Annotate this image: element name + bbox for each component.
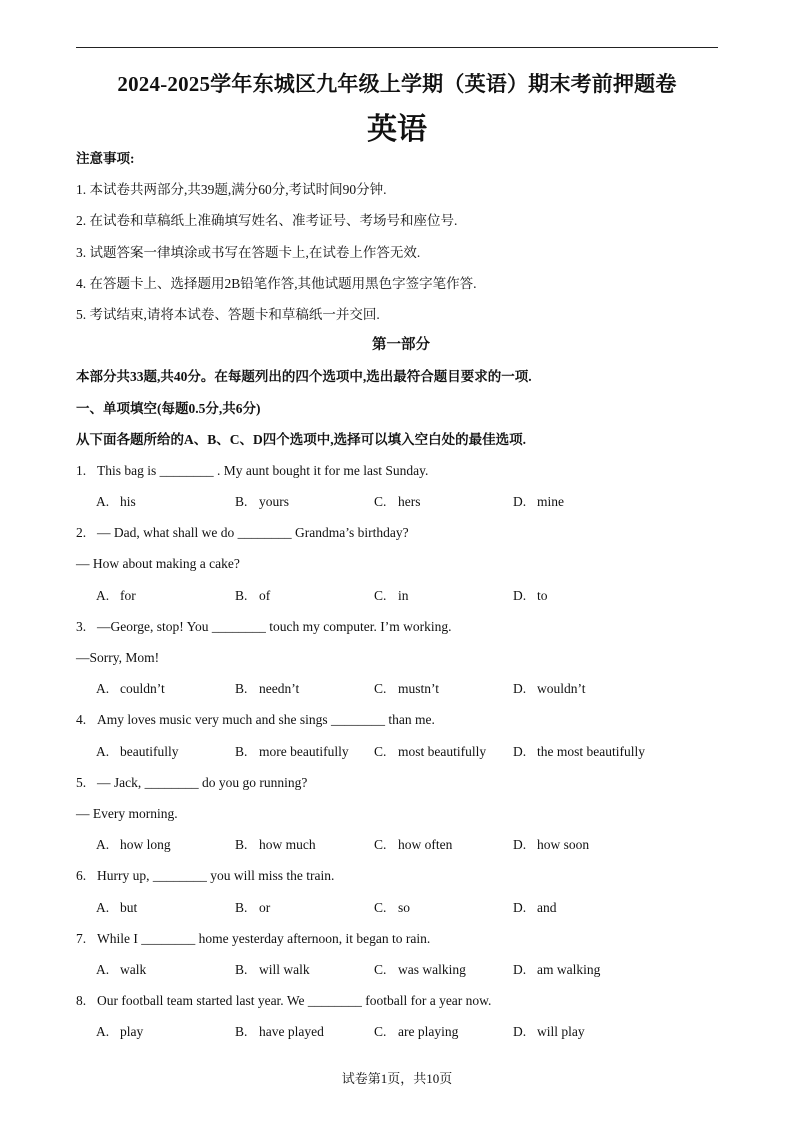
- option-choice[interactable]: [374, 829, 513, 860]
- option-letter: B.: [235, 681, 248, 697]
- options-row: [76, 954, 726, 985]
- option-letter: B.: [235, 587, 248, 603]
- option-choice[interactable]: [374, 892, 513, 923]
- option-text: are playing: [398, 1024, 459, 1040]
- question-stem: [76, 860, 726, 891]
- question-text: —George, stop! You ________ touch my computer. I’m working.: [97, 618, 452, 634]
- option-choice[interactable]: [513, 673, 652, 704]
- option-text: beautifully: [120, 743, 179, 759]
- question-number: 3.: [76, 618, 87, 634]
- option-text: how long: [120, 837, 171, 853]
- option-letter: D.: [513, 743, 527, 759]
- option-choice[interactable]: [374, 580, 513, 611]
- notes-heading: 注意事项:: [76, 151, 135, 166]
- part-intro: 本部分共33题,共40分。在每题列出的四个选项中,选出最符合题目要求的一项.: [76, 369, 532, 385]
- option-text: of: [259, 587, 271, 603]
- option-letter: D.: [513, 1024, 527, 1040]
- option-letter: D.: [513, 899, 527, 915]
- note-item: 3. 试题答案一律填涂或书写在答题卡上,在试卷上作答无效.: [76, 244, 421, 260]
- option-text: in: [398, 587, 409, 603]
- exam-content: [76, 143, 726, 1047]
- option-choice[interactable]: [96, 954, 235, 985]
- option-choice[interactable]: [235, 736, 374, 767]
- option-letter: B.: [235, 1024, 248, 1040]
- question-reply: —Sorry, Mom!: [76, 650, 160, 665]
- option-letter: A.: [96, 743, 110, 759]
- question-reply: — How about making a cake?: [76, 556, 240, 572]
- option-letter: C.: [374, 587, 387, 603]
- option-choice[interactable]: [235, 954, 374, 985]
- section-instruction: 从下面各题所给的A、B、C、D四个选项中,选择可以填入空白处的最佳选项.: [76, 431, 527, 447]
- option-text: so: [398, 899, 411, 915]
- option-choice[interactable]: [235, 673, 374, 704]
- option-letter: B.: [235, 899, 248, 915]
- note-item: 2. 在试卷和草稿纸上准确填写姓名、准考证号、考场号和座位号.: [76, 213, 458, 229]
- question-number: 2.: [76, 525, 87, 541]
- option-letter: A.: [96, 961, 110, 977]
- option-text: but: [120, 899, 138, 915]
- question-reply: — Every morning.: [76, 805, 178, 821]
- option-letter: B.: [235, 837, 248, 853]
- option-text: mustn’t: [398, 681, 440, 697]
- option-choice[interactable]: [513, 486, 652, 517]
- question-text: While I ________ home yesterday afternoon, it began to rain.: [97, 930, 431, 946]
- option-text: how much: [259, 837, 316, 853]
- option-text: was walking: [398, 961, 466, 977]
- question-stem: [76, 985, 726, 1016]
- option-choice[interactable]: [374, 486, 513, 517]
- option-text: most beautifully: [398, 743, 487, 759]
- option-letter: D.: [513, 961, 527, 977]
- option-letter: D.: [513, 587, 527, 603]
- option-text: play: [120, 1024, 144, 1040]
- option-choice[interactable]: [96, 1016, 235, 1047]
- question-stem: [76, 767, 726, 798]
- option-choice[interactable]: [96, 673, 235, 704]
- option-choice[interactable]: [235, 580, 374, 611]
- option-letter: C.: [374, 837, 387, 853]
- option-letter: C.: [374, 681, 387, 697]
- option-choice[interactable]: [374, 1016, 513, 1047]
- question-number: 8.: [76, 993, 87, 1009]
- question-number: 5.: [76, 774, 87, 790]
- option-text: how soon: [537, 837, 590, 853]
- option-text: am walking: [537, 961, 601, 977]
- option-choice[interactable]: [96, 829, 235, 860]
- question-stem: [76, 517, 726, 548]
- option-letter: D.: [513, 837, 527, 853]
- question-stem: [76, 704, 726, 735]
- question-number: 4.: [76, 712, 87, 728]
- option-choice[interactable]: [235, 1016, 374, 1047]
- top-rule: [76, 47, 718, 48]
- option-text: the most beautifully: [537, 743, 645, 759]
- option-text: wouldn’t: [537, 681, 586, 697]
- option-letter: A.: [96, 837, 110, 853]
- question-list: [76, 455, 726, 1048]
- option-text: will play: [537, 1024, 585, 1040]
- option-choice[interactable]: [513, 580, 652, 611]
- options-row: [76, 892, 726, 923]
- option-text: how often: [398, 837, 453, 853]
- option-text: couldn’t: [120, 681, 165, 697]
- option-choice[interactable]: [513, 1016, 652, 1047]
- option-choice[interactable]: [96, 580, 235, 611]
- options-row: [76, 829, 726, 860]
- option-letter: B.: [235, 494, 248, 510]
- option-letter: C.: [374, 899, 387, 915]
- question-text: — Jack, ________ do you go running?: [97, 774, 308, 790]
- option-text: yours: [259, 494, 289, 510]
- subject-title: 英语: [367, 113, 427, 146]
- options-row: [76, 580, 726, 611]
- option-text: have played: [259, 1024, 324, 1040]
- note-item: 1. 本试卷共两部分,共39题,满分60分,考试时间90分钟.: [76, 182, 387, 198]
- option-text: will walk: [259, 961, 310, 977]
- option-letter: A.: [96, 1024, 110, 1040]
- option-letter: B.: [235, 743, 248, 759]
- option-choice[interactable]: [96, 892, 235, 923]
- option-text: needn’t: [259, 681, 300, 697]
- option-text: to: [537, 587, 548, 603]
- options-row: [76, 1016, 726, 1047]
- option-choice[interactable]: [96, 486, 235, 517]
- option-letter: D.: [513, 494, 527, 510]
- option-choice[interactable]: [374, 954, 513, 985]
- question-number: 7.: [76, 930, 87, 946]
- option-letter: A.: [96, 494, 110, 510]
- option-letter: C.: [374, 494, 387, 510]
- option-choice[interactable]: [374, 736, 513, 767]
- section-title: 一、单项填空(每题0.5分,共6分): [76, 400, 261, 416]
- question-text: — Dad, what shall we do ________ Grandma’s birthday?: [97, 525, 409, 541]
- question-number: 6.: [76, 868, 87, 884]
- option-letter: C.: [374, 961, 387, 977]
- options-row: [76, 736, 726, 767]
- question-number: 1.: [76, 462, 87, 478]
- option-choice[interactable]: [235, 829, 374, 860]
- option-choice[interactable]: [513, 892, 652, 923]
- question-text: This bag is ________ . My aunt bought it for me last Sunday.: [97, 462, 429, 478]
- option-choice[interactable]: [513, 829, 652, 860]
- question-text: Our football team started last year. We ________ football for a year now.: [97, 993, 492, 1009]
- option-letter: D.: [513, 681, 527, 697]
- options-row: [76, 486, 726, 517]
- exam-title: 2024-2025学年东城区九年级上学期（英语）期末考前押题卷: [117, 72, 677, 96]
- option-choice[interactable]: [513, 954, 652, 985]
- option-letter: C.: [374, 1024, 387, 1040]
- options-row: [76, 673, 726, 704]
- option-letter: B.: [235, 961, 248, 977]
- option-text: mine: [537, 494, 564, 510]
- question-stem: [76, 923, 726, 954]
- question-text: Hurry up, ________ you will miss the train.: [97, 868, 335, 884]
- option-text: for: [120, 587, 136, 603]
- question-text: Amy loves music very much and she sings ________ than me.: [97, 712, 435, 728]
- option-text: walk: [120, 961, 147, 977]
- option-text: and: [537, 899, 557, 915]
- note-item: 5. 考试结束,请将本试卷、答题卡和草稿纸一并交回.: [76, 306, 380, 322]
- option-choice[interactable]: [513, 736, 652, 767]
- option-choice[interactable]: [235, 486, 374, 517]
- question-stem: [76, 455, 726, 486]
- option-letter: C.: [374, 743, 387, 759]
- page-footer: 试卷第1页，共10页: [341, 1071, 453, 1086]
- option-choice[interactable]: [235, 892, 374, 923]
- option-letter: A.: [96, 899, 110, 915]
- part-title: 第一部分: [372, 337, 430, 354]
- note-item: 4. 在答题卡上、选择题用2B铅笔作答,其他试题用黑色字签字笔作答.: [76, 275, 477, 291]
- option-choice[interactable]: [374, 673, 513, 704]
- option-choice[interactable]: [96, 736, 235, 767]
- option-text: or: [259, 899, 271, 915]
- question-stem: [76, 611, 726, 642]
- option-text: hers: [398, 494, 421, 510]
- option-text: his: [120, 494, 136, 510]
- option-letter: A.: [96, 681, 110, 697]
- option-text: more beautifully: [259, 743, 349, 759]
- option-letter: A.: [96, 587, 110, 603]
